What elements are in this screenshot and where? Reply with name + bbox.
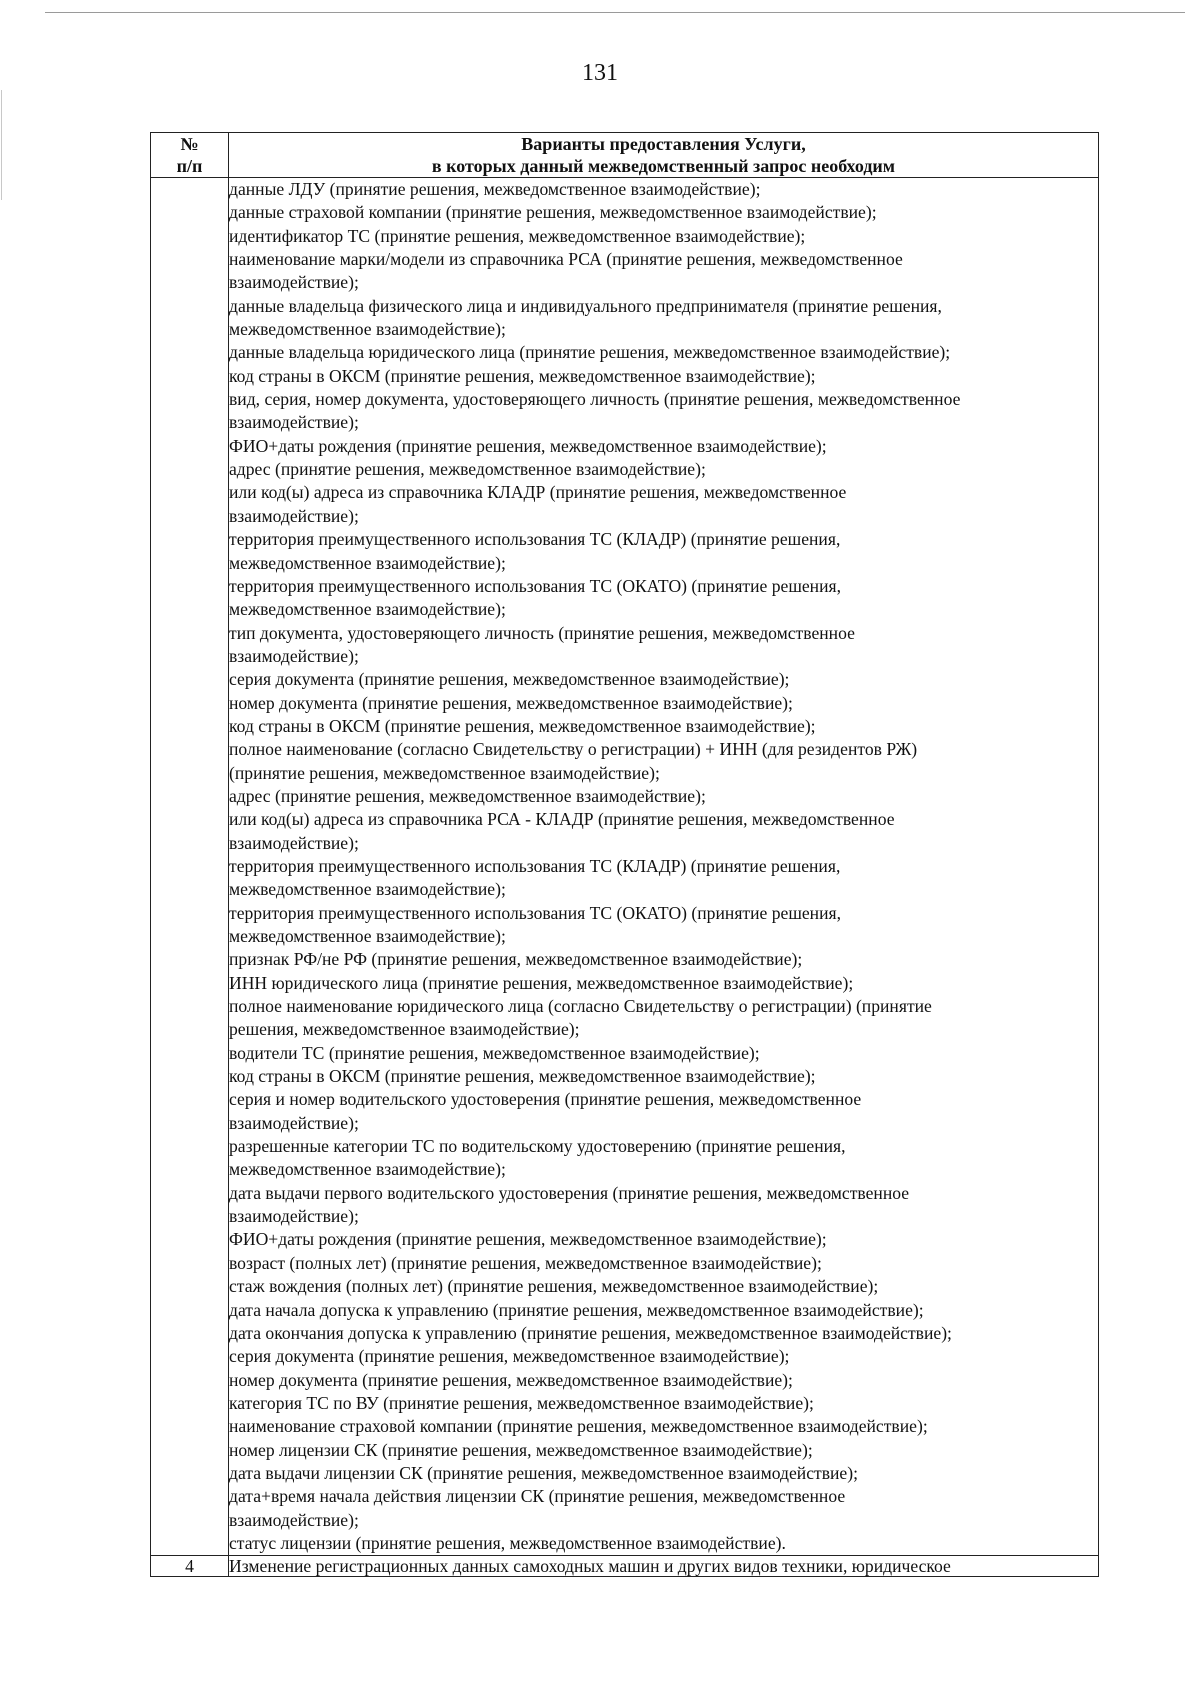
text-line: возраст (полных лет) (принятие решения, межведомственное взаимодействие);	[229, 1252, 822, 1273]
text-line: адрес (принятие решения, межведомственное взаимодействие);	[229, 459, 706, 480]
text-line: межведомственное взаимодействие);	[229, 552, 506, 573]
text-line: номер лицензии СК (принятие решения, межведомственное взаимодействие);	[229, 1439, 813, 1460]
text-line: код страны в ОКСМ (принятие решения, межведомственное взаимодействие);	[229, 1066, 816, 1087]
text-line: данные владельца юридического лица (принятие решения, межведомственное взаимодействие);	[229, 342, 951, 363]
text-line: категория ТС по ВУ (принятие решения, межведомственное взаимодействие);	[229, 1392, 814, 1413]
text-line: территория преимущественного использования ТС (ОКАТО) (принятие решения,	[229, 575, 842, 596]
text-line: ИНН юридического лица (принятие решения, межведомственное взаимодействие);	[229, 972, 854, 993]
scan-edge-line-left	[1, 90, 2, 200]
text-line: дата окончания допуска к управлению (принятие решения, межведомственное взаимодействие);	[229, 1322, 952, 1343]
text-line: вид, серия, номер документа, удостоверяющего личность (принятие решения, межведомственное	[229, 389, 961, 410]
text-line: территория преимущественного использования ТС (КЛАДР) (принятие решения,	[229, 855, 841, 876]
text-line: или код(ы) адреса из справочника КЛАДР (принятие решения, межведомственное	[229, 482, 847, 503]
text-line: полное наименование (согласно Свидетельству о регистрации) + ИНН (для резидентов РЖ)	[229, 739, 918, 760]
scan-edge-line	[45, 12, 1185, 13]
text-line: взаимодействие);	[229, 645, 359, 666]
text-line: разрешенные категории ТС по водительскому удостоверению (принятие решения,	[229, 1136, 846, 1157]
row-text-cell	[229, 178, 1099, 1556]
text-line: полное наименование юридического лица (согласно Свидетельству о регистрации) (принятие	[229, 996, 932, 1017]
text-line: ФИО+даты рождения (принятие решения, межведомственное взаимодействие);	[229, 435, 827, 456]
text-line: дата начала допуска к управлению (принятие решения, межведомственное взаимодействие);	[229, 1299, 924, 1320]
text-line: стаж вождения (полных лет) (принятие решения, межведомственное взаимодействие);	[229, 1276, 879, 1297]
text-line: дата выдачи первого водительского удостоверения (принятие решения, межведомственное	[229, 1182, 910, 1203]
text-line: признак РФ/не РФ (принятие решения, межведомственное взаимодействие);	[229, 949, 803, 970]
services-table	[150, 132, 1099, 1577]
text-line: взаимодействие);	[229, 1206, 359, 1227]
text-line: наименование страховой компании (принятие решения, межведомственное взаимодействие);	[229, 1416, 928, 1437]
text-line: данные владельца физического лица и индивидуального предпринимателя (принятие решения,	[229, 295, 942, 316]
text-line: взаимодействие);	[229, 505, 359, 526]
text-line: данные страховой компании (принятие решения, межведомственное взаимодействие);	[229, 202, 877, 223]
text-line: код страны в ОКСМ (принятие решения, межведомственное взаимодействие);	[229, 365, 816, 386]
text-line: тип документа, удостоверяющего личность (принятие решения, межведомственное	[229, 622, 855, 643]
text-line: водители ТС (принятие решения, межведомственное взаимодействие);	[229, 1042, 760, 1063]
row-number-cell-empty	[151, 178, 229, 1556]
text-line: решения, межведомственное взаимодействие);	[229, 1019, 580, 1040]
text-line: межведомственное взаимодействие);	[229, 879, 506, 900]
text-line: номер документа (принятие решения, межведомственное взаимодействие);	[229, 1369, 793, 1390]
text-line: территория преимущественного использования ТС (КЛАДР) (принятие решения,	[229, 529, 841, 550]
column-header-variants	[229, 133, 1099, 178]
text-line: (принятие решения, межведомственное взаимодействие);	[229, 762, 660, 783]
text-line: код страны в ОКСМ (принятие решения, межведомственное взаимодействие);	[229, 715, 816, 736]
table-row	[151, 178, 1099, 1556]
table-row-4	[151, 1556, 1099, 1577]
text-line: межведомственное взаимодействие);	[229, 599, 506, 620]
text-line: межведомственное взаимодействие);	[229, 1159, 506, 1180]
text-line: ФИО+даты рождения (принятие решения, межведомственное взаимодействие);	[229, 1229, 827, 1250]
text-line: взаимодействие);	[229, 832, 359, 853]
text-line: серия документа (принятие решения, межведомственное взаимодействие);	[229, 1346, 790, 1367]
row-text-cell-4: Изменение регистрационных данных самоходных машин и других видов техники, юридическое	[229, 1556, 1099, 1577]
column-header-number	[151, 133, 229, 178]
column-header-number-line1: №	[180, 134, 199, 154]
text-line: взаимодействие);	[229, 412, 359, 433]
text-line: номер документа (принятие решения, межведомственное взаимодействие);	[229, 692, 793, 713]
text-line: наименование марки/модели из справочника РСА (принятие решения, межведомственное	[229, 249, 903, 270]
text-line: межведомственное взаимодействие);	[229, 926, 506, 946]
text-line: или код(ы) адреса из справочника РСА - КЛАДР (принятие решения, межведомственное	[229, 809, 895, 830]
text-line: статус лицензии (принятие решения, межведомственное взаимодействие).	[229, 1532, 786, 1553]
column-header-variants-line2: в которых данный межведомственный запрос необходим	[431, 156, 896, 176]
text-line: взаимодействие);	[229, 272, 359, 293]
text-line: территория преимущественного использования ТС (ОКАТО) (принятие решения,	[229, 902, 842, 923]
column-header-number-line2: п/п	[176, 156, 203, 176]
text-line: дата выдачи лицензии СК (принятие решения, межведомственное взаимодействие);	[229, 1462, 858, 1483]
text-line: взаимодействие);	[229, 1112, 359, 1133]
text-line: серия документа (принятие решения, межведомственное взаимодействие);	[229, 669, 790, 690]
text-line: дата+время начала действия лицензии СК (принятие решения, межведомственное	[229, 1486, 846, 1507]
text-line: серия и номер водительского удостоверения (принятие решения, межведомственное	[229, 1089, 862, 1110]
row-number-cell: 4	[151, 1556, 229, 1577]
text-line: данные ЛДУ (принятие решения, межведомственное взаимодействие);	[229, 179, 761, 199]
table-header-row	[151, 133, 1099, 178]
page-number: 131	[582, 60, 618, 86]
text-line: взаимодействие);	[229, 1509, 359, 1530]
text-line: адрес (принятие решения, межведомственное взаимодействие);	[229, 785, 706, 806]
column-header-variants-line1: Варианты предоставления Услуги,	[521, 134, 806, 154]
text-line: идентификатор ТС (принятие решения, межведомственное взаимодействие);	[229, 225, 806, 246]
text-line: межведомственное взаимодействие);	[229, 319, 506, 340]
